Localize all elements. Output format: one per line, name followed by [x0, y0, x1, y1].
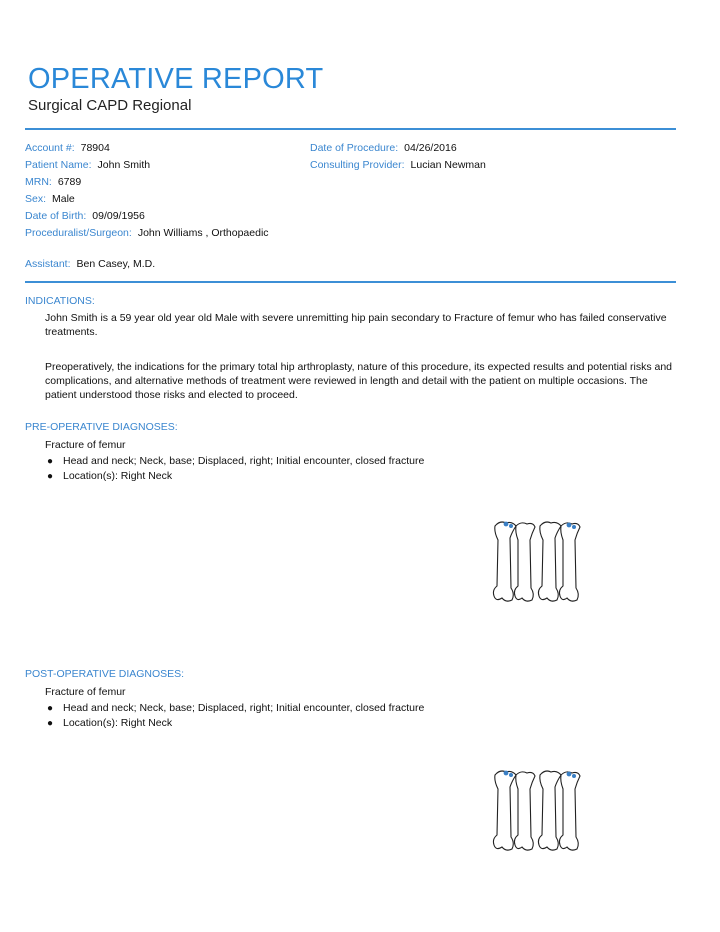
sex-field [25, 193, 75, 205]
account-number-value: 78904 [80, 142, 110, 154]
patient-name-label: Patient Name: [25, 159, 92, 171]
account-number-label: Account #: [25, 142, 75, 154]
femur-diagram-icon [490, 767, 585, 853]
indications-heading: INDICATIONS: [25, 295, 95, 307]
bullet-icon: ● [47, 718, 54, 729]
post-op-diagnoses-heading: POST-OPERATIVE DIAGNOSES: [25, 668, 185, 680]
list-item [45, 701, 424, 716]
mrn-value: 6789 [57, 176, 82, 188]
info-divider [25, 281, 676, 283]
bullet-icon: ● [47, 703, 54, 714]
proceduralist-field [25, 227, 269, 239]
sex-label: Sex: [25, 193, 47, 205]
sex-value: Male [52, 193, 75, 205]
header-divider [25, 128, 676, 130]
consulting-provider-value: Lucian Newman [410, 159, 486, 171]
procedure-date-value: 04/26/2016 [404, 142, 457, 154]
indications-paragraph-2: Preoperatively, the indications for the primary total hip arthroplasty, nature of this procedure, its expected results and potential risks and complications, and alternative methods of treatment were reviewed in length and detail with the patient on multiple occasions. The patient understood those risks and elected to proceed. [45, 361, 673, 401]
list-item [45, 469, 424, 484]
post-op-diagnoses-block [45, 686, 424, 731]
bullet-icon: ● [47, 471, 54, 482]
mrn-label: MRN: [25, 176, 52, 188]
report-title: OPERATIVE REPORT [28, 63, 324, 95]
consulting-provider-field [310, 159, 486, 171]
list-item [45, 716, 424, 731]
procedure-date-label: Date of Procedure: [310, 142, 399, 154]
assistant-label: Assistant: [25, 258, 71, 270]
date-of-birth-field [25, 210, 145, 222]
patient-name-value: John Smith [97, 159, 151, 171]
date-of-birth-label: Date of Birth: [25, 210, 87, 222]
account-number-field [25, 142, 110, 154]
date-of-birth-value: 09/09/1956 [92, 210, 145, 222]
pre-op-item-text: Head and neck; Neck, base; Displaced, right; Initial encounter, closed fracture [63, 455, 425, 467]
mrn-field [25, 176, 81, 188]
pre-op-diagnoses-heading: PRE-OPERATIVE DIAGNOSES: [25, 421, 178, 433]
femur-diagram-icon [490, 518, 585, 604]
list-item [45, 454, 424, 469]
proceduralist-value: John Williams , Orthopaedic [137, 227, 269, 239]
pre-op-diagnoses-block [45, 439, 424, 484]
proceduralist-label: Proceduralist/Surgeon: [25, 227, 132, 239]
patient-name-field [25, 159, 150, 171]
pre-op-diagnosis-list [45, 454, 424, 484]
pre-op-item-text: Location(s): Right Neck [63, 470, 173, 482]
post-op-item-text: Location(s): Right Neck [63, 717, 173, 729]
post-op-diagnosis-list [45, 701, 424, 731]
post-op-diagnosis: Fracture of femur [45, 686, 126, 698]
consulting-provider-label: Consulting Provider: [310, 159, 405, 171]
procedure-date-field [310, 142, 457, 154]
assistant-value: Ben Casey, M.D. [76, 258, 156, 270]
bullet-icon: ● [47, 456, 54, 467]
pre-op-diagnosis: Fracture of femur [45, 439, 126, 451]
assistant-field [25, 258, 155, 270]
report-subtitle: Surgical CAPD Regional [28, 97, 192, 114]
indications-paragraph-1: John Smith is a 59 year old year old Male with severe unremitting hip pain secondary to Fracture of femur who has failed conservative treatments. [45, 312, 667, 338]
post-op-item-text: Head and neck; Neck, base; Displaced, right; Initial encounter, closed fracture [63, 702, 425, 714]
